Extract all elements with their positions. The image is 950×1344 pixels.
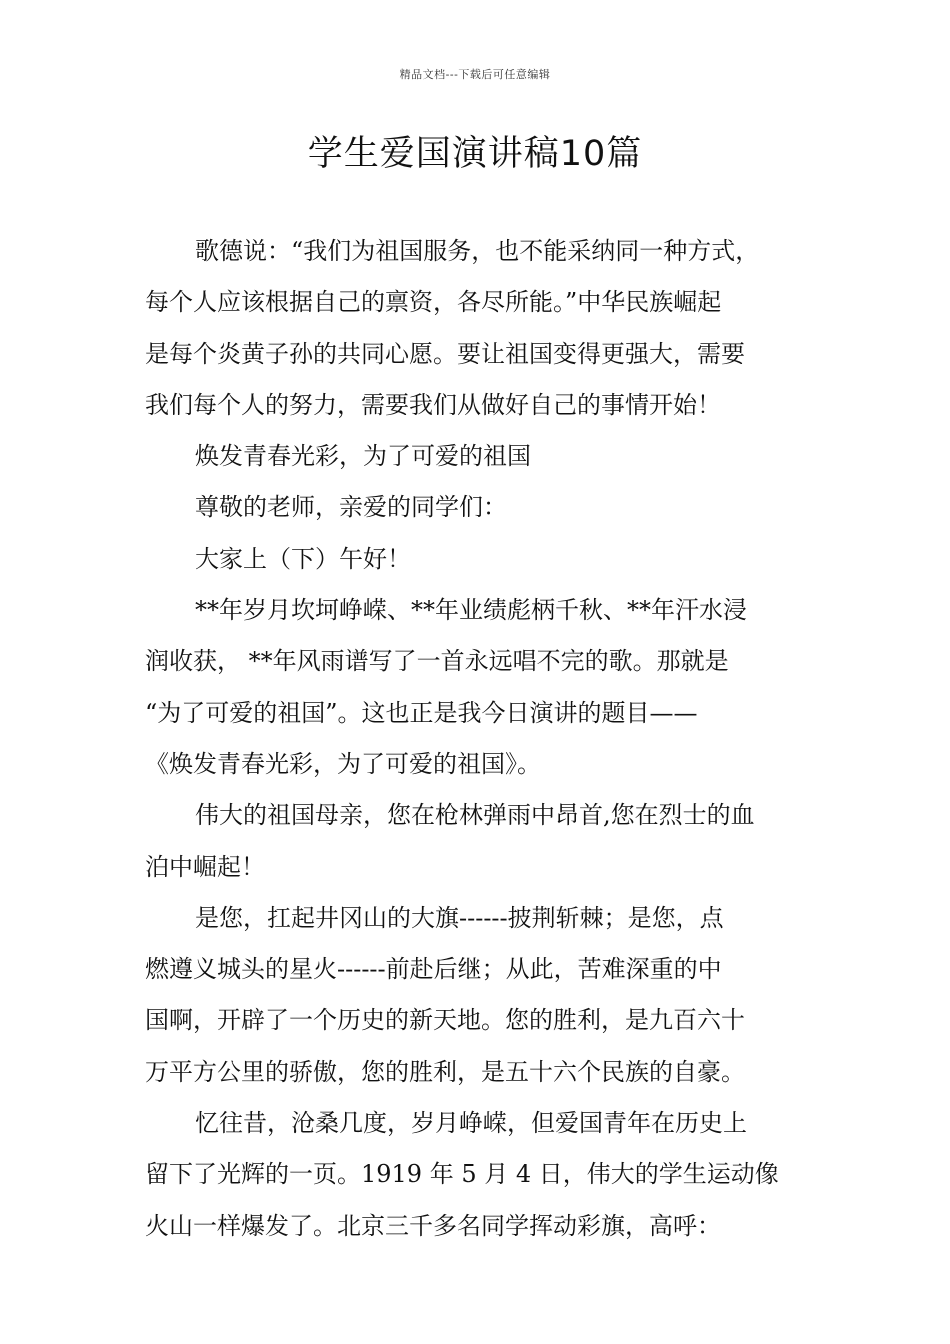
text-line: 大家上（下）午好！ [195, 544, 411, 573]
text-line: 歌德说：“我们为祖国服务，也不能采纳同一种方式， [195, 237, 760, 265]
text-line: 是您，扛起井冈山的大旗------披荆斩棘；是您，点 [195, 903, 724, 932]
body-text [145, 226, 835, 1252]
text-line: 每个人应该根据自己的禀资，各尽所能。”中华民族崛起 [145, 288, 722, 317]
text-line: 国啊，开辟了一个历史的新天地。您的胜利，是九百六十 [145, 1006, 745, 1035]
text-line: 万平方公里的骄傲，您的胜利，是五十六个民族的自豪。 [145, 1057, 745, 1086]
text-line: 焕发青春光彩，为了可爱的祖国 [195, 442, 531, 471]
text-line: 忆往昔，沧桑几度，岁月峥嵘，但爱国青年在历史上 [195, 1109, 747, 1138]
text-line: 伟大的祖国母亲，您在枪林弹雨中昂首,您在烈士的血 [195, 801, 755, 830]
text-line: 我们每个人的努力，需要我们从做好自己的事情开始！ [145, 390, 721, 419]
text-line: “为了可爱的祖国”。这也正是我今日演讲的题目—— [145, 698, 698, 727]
text-line: 是每个炎黄子孙的共同心愿。要让祖国变得更强大，需要 [145, 339, 745, 368]
text-line: 泊中崛起！ [145, 852, 265, 881]
text-line: 尊敬的老师，亲爱的同学们： [195, 493, 507, 522]
header-note: 精品文档---下载后可任意编辑 [399, 68, 551, 81]
text-line: 留下了光辉的一页。1919 年 5 月 4 日，伟大的学生运动像 [145, 1160, 779, 1189]
text-line: 《焕发青春光彩，为了可爱的祖国》。 [145, 749, 541, 778]
text-line: **年岁月坎坷峥嵘、**年业绩彪柄千秋、**年汗水浸 [195, 596, 747, 625]
text-line: 火山一样爆发了。北京三千多名同学挥动彩旗，高呼： [145, 1211, 721, 1240]
text-line: 润收获， **年风雨谱写了一首永远唱不完的歌。那就是 [145, 647, 729, 676]
document-title: 学生爱国演讲稿10篇 [307, 134, 643, 174]
text-line: 燃遵义城头的星火------前赴后继；从此，苦难深重的中 [145, 955, 722, 984]
